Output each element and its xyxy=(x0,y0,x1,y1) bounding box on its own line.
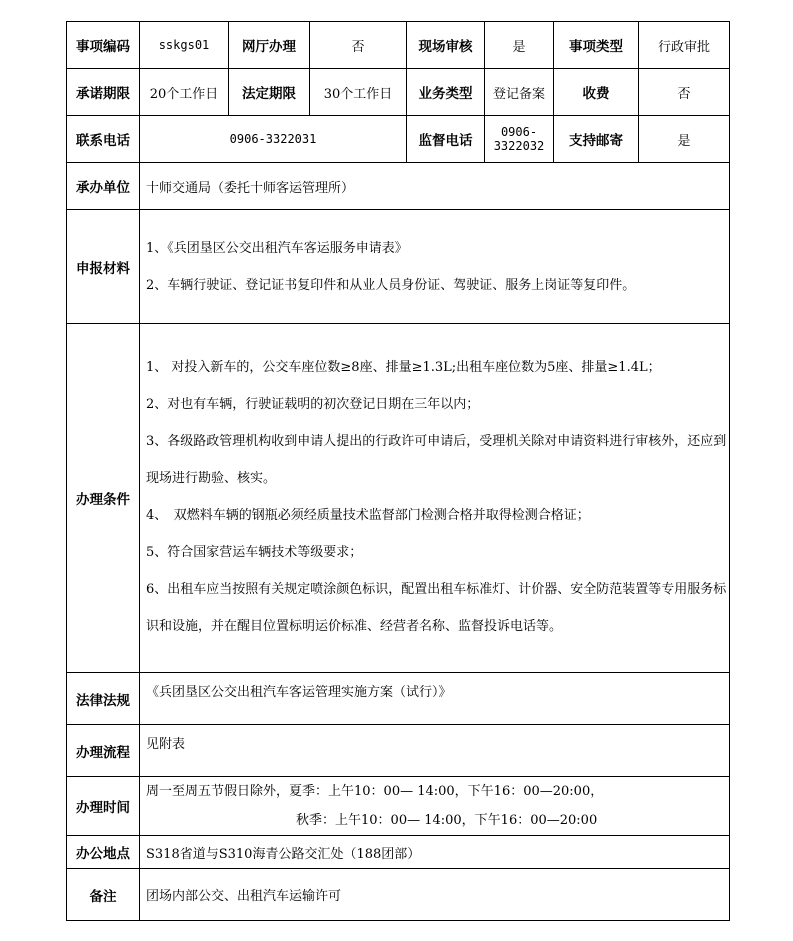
materials-item: 2、车辆行驶证、登记证书复印件和从业人员身份证、驾驶证、服务上岗证等复印件。 xyxy=(146,277,636,293)
hours-summer: 周一至周五节假日除外，夏季：上午10：00— 14:00，下午16：00—20:00， xyxy=(146,784,604,799)
materials-label: 申报材料 xyxy=(67,210,140,324)
unit-label: 承办单位 xyxy=(67,163,140,210)
condition-item: 6、出租车应当按照有关规定喷涂颜色标识，配置出租车标准灯、计价器、安全防范装置等专用服务标识和设施，并在醒目位置标明运价标准、经营者名称、监督投诉电话等。 xyxy=(146,582,727,634)
law-label: 法律法规 xyxy=(67,673,140,725)
process-label: 办理流程 xyxy=(67,725,140,777)
conditions-label: 办理条件 xyxy=(67,324,140,673)
business-label: 业务类型 xyxy=(407,69,485,116)
phone-value: 0906-3322031 xyxy=(140,116,407,163)
phone-label: 联系电话 xyxy=(67,116,140,163)
row-materials xyxy=(67,210,730,324)
condition-item: 1、 对投入新车的，公交车座位数≥8座、排量≥1.3L;出租车座位数为5座、排量≥1.4L； xyxy=(146,360,661,375)
row-conditions xyxy=(67,324,730,673)
onsite-label: 现场审核 xyxy=(407,22,485,69)
fee-value: 否 xyxy=(639,69,730,116)
location-value: S318省道与S310海青公路交汇处（188团部） xyxy=(140,836,730,869)
condition-item: 5、符合国家营运车辆技术等级要求； xyxy=(146,545,363,560)
business-value: 登记备案 xyxy=(485,69,554,116)
online-label: 网厅办理 xyxy=(229,22,310,69)
row-location xyxy=(67,836,730,869)
materials-item: 1、《兵团垦区公交出租汽车客运服务申请表》 xyxy=(146,240,408,256)
condition-item: 2、对也有车辆，行驶证载明的初次登记日期在三年以内； xyxy=(146,397,480,412)
row-unit xyxy=(67,163,730,210)
row-remark xyxy=(67,869,730,921)
item-code-value: sskgs01 xyxy=(140,22,229,69)
row-process xyxy=(67,725,730,777)
hours-autumn: 秋季：上午10：00— 14:00，下午16：00—20:00 xyxy=(296,813,598,828)
row-law xyxy=(67,673,730,725)
location-label: 办公地点 xyxy=(67,836,140,869)
condition-item: 3、各级路政管理机构收到申请人提出的行政许可申请后，受理机关除对申请资料进行审核外，还应到现场进行勘验、核实。 xyxy=(146,434,727,486)
conditions-list xyxy=(140,324,730,673)
materials-list xyxy=(140,210,730,324)
legal-label: 法定期限 xyxy=(229,69,310,116)
item-type-label: 事项类型 xyxy=(554,22,639,69)
mail-label: 支持邮寄 xyxy=(569,133,623,149)
fee-label: 收费 xyxy=(554,69,639,116)
hours-label: 办理时间 xyxy=(67,777,140,836)
row-contacts xyxy=(67,116,730,163)
process-value: 见附表 xyxy=(140,725,730,777)
supervise-value: 0906-3322032 xyxy=(485,116,554,163)
row-deadlines xyxy=(67,69,730,116)
mail-label-cell xyxy=(554,116,639,163)
mail-value-text: 是 xyxy=(677,133,691,149)
promise-label: 承诺期限 xyxy=(67,69,140,116)
remark-label: 备注 xyxy=(67,869,140,921)
row-hours xyxy=(67,777,730,836)
promise-value: 20个工作日 xyxy=(140,69,229,116)
item-type-value: 行政审批 xyxy=(639,22,730,69)
supervise-label: 监督电话 xyxy=(407,116,485,163)
condition-item: 4、 双燃料车辆的钢瓶必须经质量技术监督部门检测合格并取得检测合格证； xyxy=(146,508,590,523)
unit-value: 十师交通局（委托十师客运管理所） xyxy=(140,163,730,210)
service-info-sheet xyxy=(66,21,729,921)
law-value: 《兵团垦区公交出租汽车客运管理实施方案（试行）》 xyxy=(140,673,730,725)
onsite-value: 是 xyxy=(485,22,554,69)
item-code-label: 事项编码 xyxy=(67,22,140,69)
legal-value: 30个工作日 xyxy=(310,69,407,116)
row-item-info xyxy=(67,22,730,69)
online-value: 否 xyxy=(310,22,407,69)
remark-value: 团场内部公交、出租汽车运输许可 xyxy=(140,869,730,921)
hours-value xyxy=(140,777,730,836)
mail-value xyxy=(639,116,730,163)
service-info-table xyxy=(66,21,730,921)
